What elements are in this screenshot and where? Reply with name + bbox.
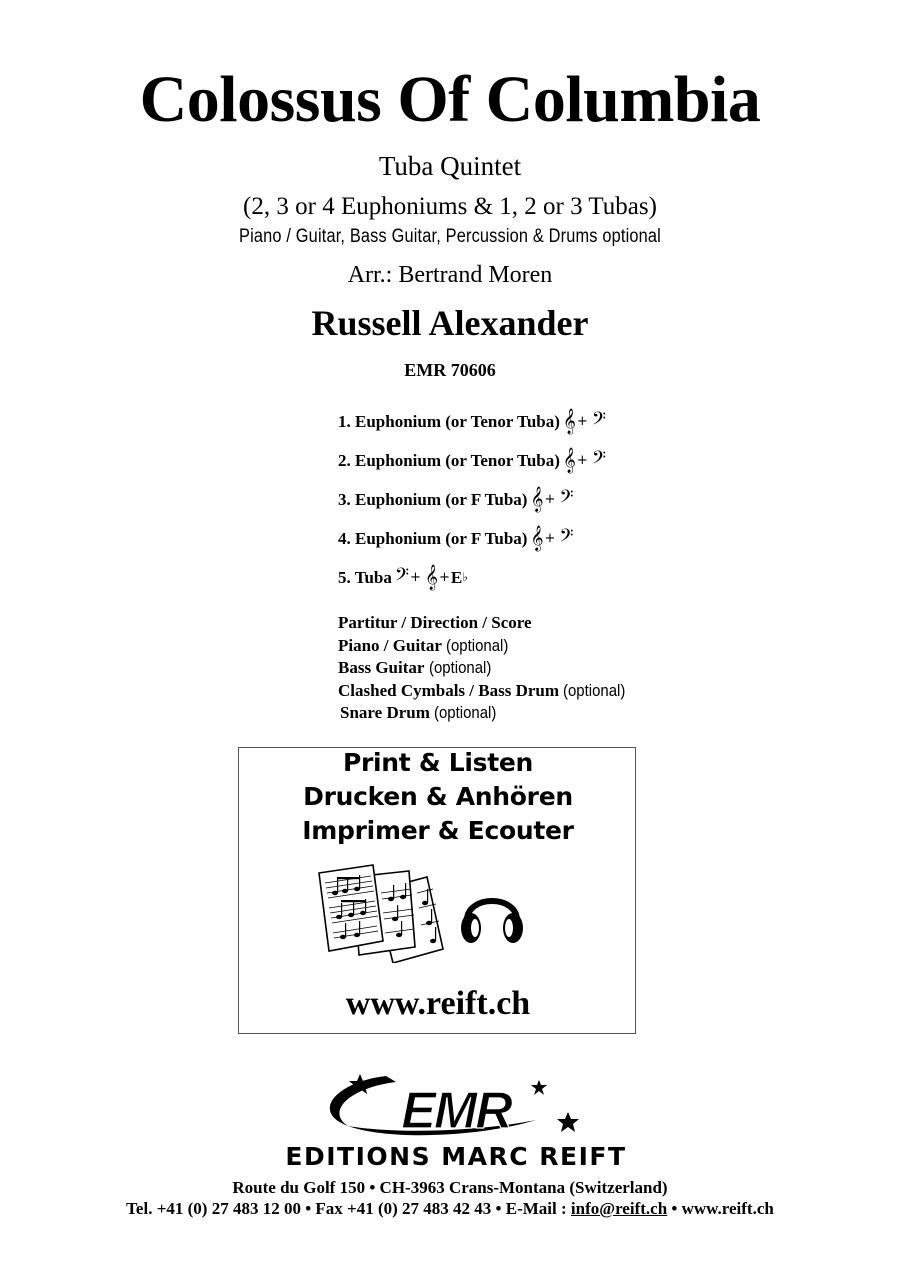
treble-clef-icon: 𝄞	[424, 565, 438, 590]
bass-clef-icon: 𝄢	[559, 526, 574, 551]
bass-clef-icon: 𝄢	[591, 448, 606, 473]
bass-clef-icon: 𝄢	[559, 487, 574, 512]
contact-website: • www.reift.ch	[667, 1199, 774, 1218]
key-suffix: E	[450, 567, 463, 587]
sheet-music-icon	[315, 863, 445, 963]
instrumentation: (2, 3 or 4 Euphoniums & 1, 2 or 3 Tubas)	[243, 193, 657, 220]
extra-item	[338, 635, 634, 658]
parts-list	[338, 402, 606, 597]
print-listen-box	[238, 747, 636, 1034]
extra-label: Partitur / Direction / Score	[338, 613, 532, 632]
publisher-name: EDITIONS MARC REIFT	[285, 1142, 627, 1168]
extra-item	[338, 680, 634, 703]
part-item: 2. Euphonium (or Tenor Tuba) 𝄞 + 𝄢	[338, 448, 606, 473]
promo-url[interactable]: www.reift.ch	[345, 985, 531, 1022]
bass-clef-icon: 𝄢	[394, 565, 410, 590]
arranger: Arr.: Bertrand Moren	[347, 262, 553, 288]
optional-instruments: Piano / Guitar, Bass Guitar, Percussion & Drums optional	[239, 226, 661, 247]
part-item: 3. Euphonium (or F Tuba) 𝄞 + 𝄢	[338, 487, 574, 512]
publisher-address: Route du Golf 150 • CH-3963 Crans-Montana (Switzerland)	[232, 1178, 668, 1197]
optional-note: (optional)	[446, 635, 509, 655]
part-label: 5. Tuba	[338, 567, 392, 587]
extra-label: Snare Drum	[340, 703, 430, 723]
composer: Russell Alexander	[311, 303, 589, 343]
ensemble-type: Tuba Quintet	[378, 151, 522, 181]
promo-line-en: Print & Listen	[342, 748, 534, 777]
part-item: 1. Euphonium (or Tenor Tuba) 𝄞 + 𝄢	[338, 409, 606, 434]
publisher-contact	[0, 1199, 900, 1219]
treble-clef-icon: 𝄞	[530, 487, 544, 512]
part-label: 3. Euphonium (or F Tuba)	[338, 489, 528, 509]
part-label: 4. Euphonium (or F Tuba)	[338, 528, 528, 548]
emr-logo	[236, 1072, 676, 1168]
treble-clef-icon: 𝄞	[562, 448, 576, 473]
part-label: 2. Euphonium (or Tenor Tuba)	[338, 450, 560, 470]
logo-emblem	[330, 1074, 579, 1140]
headphones-icon	[457, 880, 527, 950]
score-title: Colossus Of Columbia	[139, 63, 761, 136]
optional-note: (optional)	[434, 703, 497, 723]
contact-phone-fax: Tel. +41 (0) 27 483 12 00 • Fax +41 (0) 27 483 42 43 • E-Mail :	[126, 1199, 571, 1218]
part-item: 5. Tuba 𝄢 + 𝄞 + E ♭	[338, 565, 468, 590]
extra-label: Piano / Guitar	[338, 635, 442, 655]
optional-note: (optional)	[563, 680, 626, 700]
bass-clef-icon: 𝄢	[591, 409, 606, 434]
part-label: 1. Euphonium (or Tenor Tuba)	[338, 411, 560, 431]
extra-item	[338, 702, 634, 725]
catalog-code-row	[0, 360, 900, 381]
treble-clef-icon: 𝄞	[562, 409, 576, 434]
treble-clef-icon: 𝄞	[530, 526, 544, 551]
catalog-code: EMR 70606	[404, 360, 496, 380]
extra-label: Bass Guitar	[338, 658, 425, 678]
extra-label: Clashed Cymbals / Bass Drum	[338, 680, 560, 700]
extra-item	[338, 612, 634, 635]
email-link[interactable]: info@reift.ch	[570, 1199, 668, 1218]
promo-line-fr: Imprimer & Ecouter	[302, 816, 574, 845]
optional-note: (optional)	[428, 658, 492, 678]
extras-list	[338, 612, 634, 725]
extra-item	[338, 657, 634, 680]
part-item: 4. Euphonium (or F Tuba) 𝄞 + 𝄢	[338, 526, 574, 551]
promo-line-de: Drucken & Anhören	[303, 782, 573, 811]
logo-text: EMR	[401, 1082, 511, 1140]
flat-sign: ♭	[462, 570, 468, 584]
